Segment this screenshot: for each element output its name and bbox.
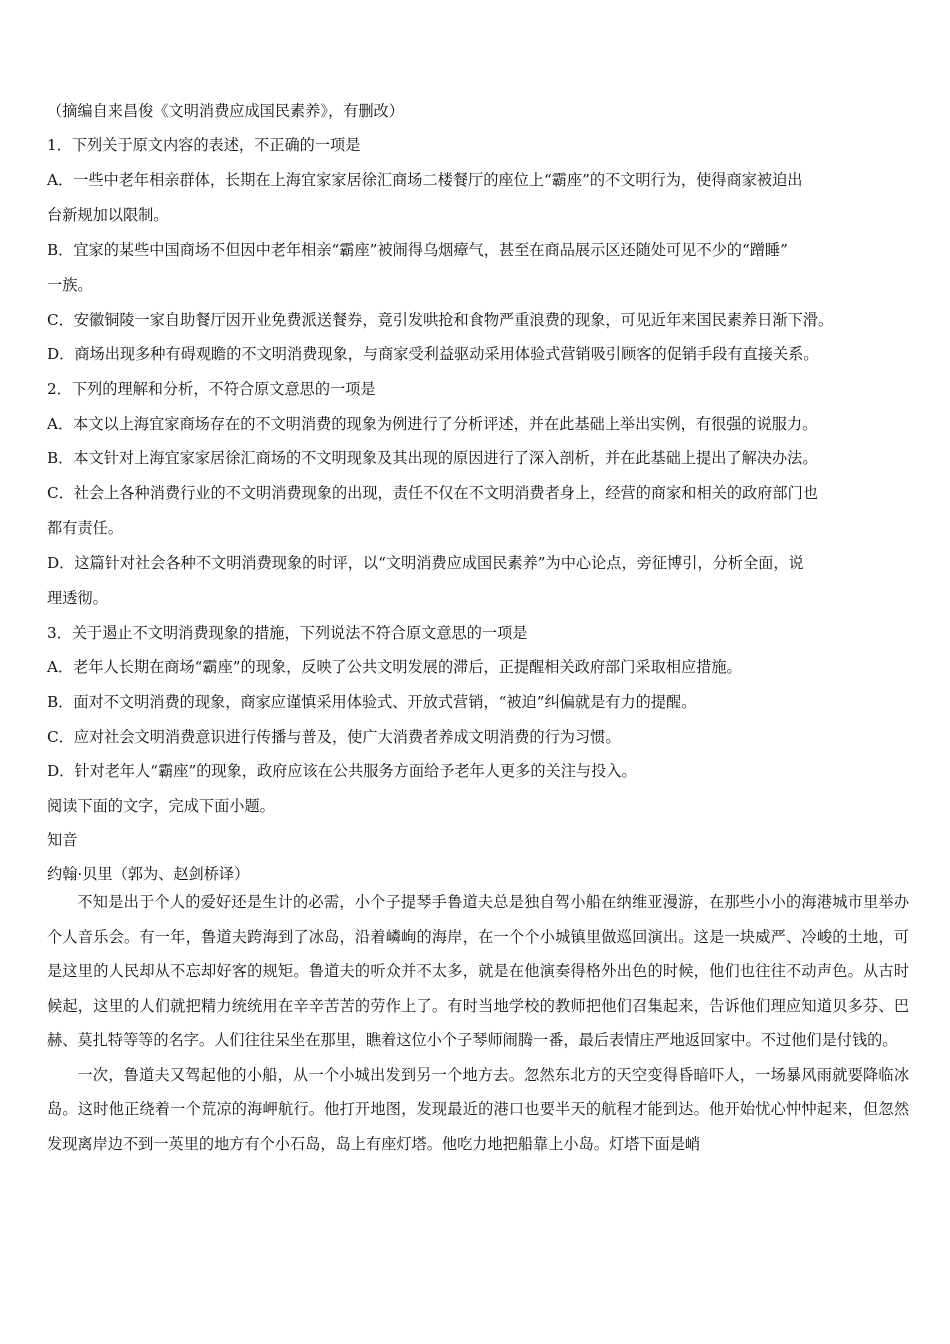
question-2-option-c-cont: 都有责任。 xyxy=(47,519,123,537)
question-3-option-a: A．老年人长期在商场“霸座”的现象，反映了公共文明发展的滞后，正提醒相关政府部门采取相应措施。 xyxy=(47,658,742,676)
question-1-stem: 1．下列关于原文内容的表述，不正确的一项是 xyxy=(47,136,361,154)
source-note: （摘编自来昌俊《文明消费应成国民素养》，有删改） xyxy=(47,102,404,120)
question-3-stem: 3．关于遏止不文明消费现象的措施，下列说法不符合原文意思的一项是 xyxy=(47,624,528,642)
question-2-option-d: D．这篇针对社会各种不文明消费现象的时评，以“文明消费应成国民素养”为中心论点，旁征博引，分析全面，说 xyxy=(47,554,804,572)
question-3-option-c: C．应对社会文明消费意识进行传播与普及，使广大消费者养成文明消费的行为习惯。 xyxy=(47,728,621,746)
question-2-option-d-cont: 理透彻。 xyxy=(47,589,108,607)
story-title: 知音 xyxy=(47,831,78,849)
question-2-option-a: A．本文以上海宜家商场存在的不文明消费的现象为例进行了分析评述，并在此基础上举出实例，有很强的说服力。 xyxy=(47,415,818,433)
question-1-option-a: A．一些中老年相亲群体，长期在上海宜家家居徐汇商场二楼餐厅的座位上“霸座”的不文明行为，使得商家被迫出 xyxy=(47,171,803,189)
question-1-option-c: C．安徽铜陵一家自助餐厅因开业免费派送餐券，竟引发哄抢和食物严重浪费的现象，可见近年来国民素养日渐下滑。 xyxy=(47,311,834,329)
question-1-option-d: D．商场出现多种有碍观瞻的不文明消费现象，与商家受利益驱动采用体验式营销吸引顾客的促销手段有直接关系。 xyxy=(47,345,819,363)
story-paragraph: 不知是出于个人的爱好还是生计的必需，小个子提琴手鲁道夫总是独自驾小船在纳维亚漫游，在那些小小的海港城市里举办个人音乐会。有一年，鲁道夫跨海到了冰岛，沿着嶙峋的海岸，在一个个小城镇里做巡回演出。这是一块威严、冷峻的土地，可是这里的人民却从不忘却好客的规矩。鲁道夫的听众并不太多，就是在他演奏得格外出色的时候，他们也往往不动声色。从古时候起，这里的人们就把精力统统用在辛辛苦苦的劳作上了。有时当地学校的教师把他们召集起来，告诉他们理应知道贝多芬、巴赫、莫扎特等等的名字。人们往往呆坐在那里，瞧着这位小个子琴师闹腾一番，最后表情庄严地返回家中。不过他们是付钱的。 xyxy=(47,893,909,1049)
story-byline: 约翰·贝里（郭为、赵剑桥译） xyxy=(47,865,250,883)
question-1-option-a-cont: 台新规加以限制。 xyxy=(47,206,169,224)
story-body xyxy=(47,885,909,1161)
story-paragraph: 一次，鲁道夫又驾起他的小船，从一个小城出发到另一个地方去。忽然东北方的天空变得昏暗吓人，一场暴风雨就要降临冰岛。这时他正绕着一个荒凉的海岬航行。他打开地图，发现最近的港口也要半天的航程才能到达。他开始忧心忡忡起来，但忽然发现离岸边不到一英里的地方有个小石岛，岛上有座灯塔。他吃力地把船靠上小岛。灯塔下面是峭 xyxy=(47,1065,909,1153)
question-2-option-b: B．本文针对上海宜家家居徐汇商场的不文明现象及其出现的原因进行了深入剖析，并在此基础上提出了解决办法。 xyxy=(47,449,818,467)
question-2-stem: 2．下列的理解和分析，不符合原文意思的一项是 xyxy=(47,380,376,398)
question-1-option-b: B．宜家的某些中国商场不但因中老年相亲“霸座”被闹得乌烟瘴气，甚至在商品展示区还随处可见不少的“蹭睡” xyxy=(47,241,788,259)
question-2-option-c: C．社会上各种消费行业的不文明消费现象的出现，责任不仅在不文明消费者身上，经营的商家和相关的政府部门也 xyxy=(47,484,818,502)
question-1-option-b-cont: 一族。 xyxy=(47,276,93,294)
reading-instruction: 阅读下面的文字，完成下面小题。 xyxy=(47,797,275,815)
question-3-option-b: B．面对不文明消费的现象，商家应谨慎采用体验式、开放式营销，“被迫”纠偏就是有力的提醒。 xyxy=(47,693,697,711)
question-3-option-d: D．针对老年人“霸座”的现象，政府应该在公共服务方面给予老年人更多的关注与投入。 xyxy=(47,762,637,780)
